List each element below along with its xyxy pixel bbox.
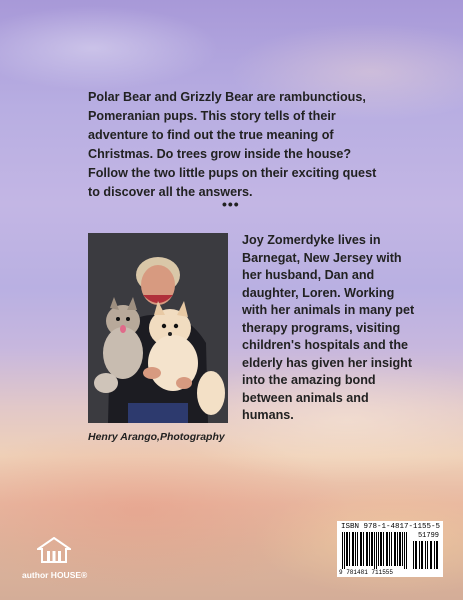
section-separator: •••: [222, 196, 240, 212]
publisher-logo: [22, 537, 86, 580]
house-icon: [37, 537, 71, 563]
isbn-number: ISBN 978-1-4817-1155-5: [341, 523, 441, 531]
publisher-name: author HOUSE®: [22, 570, 88, 580]
isbn-barcode: [337, 521, 443, 577]
barcode-bars-addon: [413, 541, 439, 569]
price-code: 51799: [417, 532, 439, 540]
author-name: Joy Zomerdyke: [242, 233, 335, 247]
author-photo: [88, 233, 228, 423]
photo-credit: Henry Arango,Photography: [88, 431, 225, 443]
book-blurb: Polar Bear and Grizzly Bear are rambunctious, Pomeranian pups. This story tells of their adventure to find out the true meaning of Christmas. Do trees grow inside the house? Follow the two little pups on their exciting quest to discover all the answers.: [88, 90, 377, 199]
barcode-digits: 9 781481 711555: [339, 569, 394, 576]
author-bio: [242, 232, 422, 425]
barcode-bars-main: [342, 532, 410, 569]
author-bio-text: lives in Barnegat, New Jersey with her husband, Dan and daughter, Loren. Working with her animals in many pet therapy programs, visiting children's hospitals and the elderly has given her insight into the amazing bond between animals and humans.: [242, 233, 415, 422]
